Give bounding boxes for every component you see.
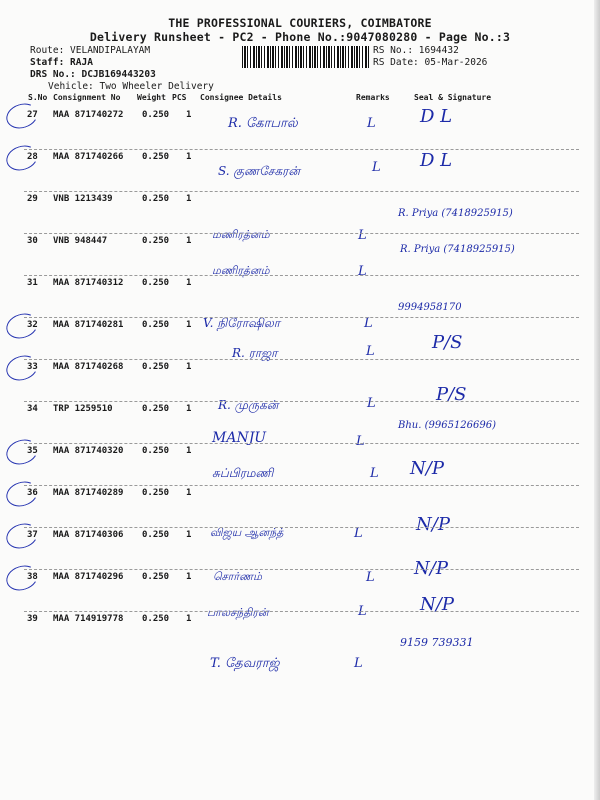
consignee-name-handwritten: சொர்ணம் — [213, 570, 262, 583]
col-consignment: Consignment No — [53, 93, 121, 102]
row-divider — [24, 485, 579, 486]
signature-handwritten: R. Priya (7418925915) — [398, 208, 513, 219]
signature-handwritten: N/P — [410, 458, 444, 479]
signature-handwritten: D L — [420, 106, 453, 127]
remark-mark: L — [372, 160, 381, 175]
consignment-number: MAA 871740296 — [53, 572, 124, 582]
remark-mark: L — [358, 604, 367, 619]
remark-mark: L — [366, 570, 375, 585]
remark-mark: L — [358, 264, 367, 279]
scan-edge — [594, 0, 600, 800]
weight-value: 0.250 — [142, 614, 170, 624]
pcs-value: 1 — [186, 404, 192, 414]
remark-mark: L — [358, 228, 367, 243]
signature-handwritten: R. Priya (7418925915) — [400, 244, 515, 255]
pcs-value: 1 — [186, 110, 192, 120]
col-pcs: PCS — [172, 93, 187, 102]
remark-mark: L — [366, 344, 375, 359]
row-divider — [24, 569, 579, 570]
weight-value: 0.250 — [142, 488, 170, 498]
row-divider — [24, 191, 579, 192]
serial-number: 37 — [27, 530, 38, 540]
consignee-name-handwritten: மணிரத்னம் — [212, 228, 270, 241]
consignment-number: MAA 871740312 — [53, 278, 124, 288]
pcs-value: 1 — [186, 362, 192, 372]
row-divider — [24, 233, 579, 234]
rs-date: RS Date: 05-Mar-2026 — [373, 57, 488, 68]
weight-value: 0.250 — [142, 236, 170, 246]
weight-value: 0.250 — [142, 572, 170, 582]
barcode-icon — [242, 46, 369, 68]
serial-number: 31 — [27, 278, 38, 288]
pcs-value: 1 — [186, 194, 192, 204]
remark-mark: L — [367, 116, 376, 131]
row-divider — [24, 317, 579, 318]
col-sno: S.No — [28, 93, 48, 102]
consignment-number: MAA 871740289 — [53, 488, 124, 498]
consignee-name-handwritten: R. கோபால் — [228, 116, 298, 131]
remark-mark: L — [367, 396, 376, 411]
col-consignee: Consignee Details — [200, 93, 282, 102]
row-divider — [24, 527, 579, 528]
row-divider — [24, 611, 579, 612]
weight-value: 0.250 — [142, 404, 170, 414]
serial-number: 34 — [27, 404, 38, 414]
signature-handwritten: P/S — [436, 384, 467, 405]
consignment-number: MAA 714919778 — [53, 614, 124, 624]
weight-value: 0.250 — [142, 362, 170, 372]
row-divider — [24, 149, 579, 150]
serial-number: 29 — [27, 194, 38, 204]
consignee-name-handwritten: R. ராஜா — [232, 346, 278, 360]
consignment-number: MAA 871740268 — [53, 362, 124, 372]
consignee-name-handwritten: V. நிரோஷிலா — [203, 316, 281, 330]
consignment-number: TRP 1259510 — [53, 404, 113, 414]
weight-value: 0.250 — [142, 530, 170, 540]
signature-handwritten: N/P — [420, 594, 454, 615]
col-remarks: Remarks — [356, 93, 390, 102]
remark-mark: L — [354, 526, 363, 541]
consignee-name-handwritten: R. முருகன் — [218, 398, 279, 412]
consignment-number: MAA 871740306 — [53, 530, 124, 540]
signature-handwritten: 9994958170 — [398, 302, 462, 313]
pcs-value: 1 — [186, 530, 192, 540]
row-divider — [24, 359, 579, 360]
signature-handwritten: N/P — [416, 514, 450, 535]
weight-value: 0.250 — [142, 110, 170, 120]
weight-value: 0.250 — [142, 320, 170, 330]
consignment-number: VNB 948447 — [53, 236, 108, 246]
serial-number: 38 — [27, 572, 38, 582]
consignment-number: MAA 871740272 — [53, 110, 124, 120]
consignee-name-handwritten: S. குணசேகரன் — [218, 164, 300, 178]
table-row — [0, 614, 600, 671]
serial-number: 39 — [27, 614, 38, 624]
signature-handwritten: P/S — [432, 332, 463, 353]
consignee-name-handwritten: மணிரத்னம் — [212, 264, 270, 277]
row-divider — [24, 443, 579, 444]
consignment-number: MAA 871740320 — [53, 446, 124, 456]
staff-label: Staff: RAJA — [30, 57, 93, 68]
serial-number: 30 — [27, 236, 38, 246]
pcs-value: 1 — [186, 278, 192, 288]
remark-mark: L — [370, 466, 379, 481]
row-divider — [24, 401, 579, 402]
serial-number: 36 — [27, 488, 38, 498]
serial-number: 33 — [27, 362, 38, 372]
serial-number: 28 — [27, 152, 38, 162]
consignment-number: MAA 871740266 — [53, 152, 124, 162]
pcs-value: 1 — [186, 152, 192, 162]
pcs-value: 1 — [186, 614, 192, 624]
remark-mark: L — [354, 656, 363, 671]
remark-mark: L — [364, 316, 373, 331]
consignee-name-handwritten: சுப்பிரமணி — [212, 466, 274, 480]
vehicle-label: Vehicle: Two Wheeler Delivery — [48, 81, 214, 92]
weight-value: 0.250 — [142, 278, 170, 288]
drs-number: DRS No.: DCJB169443203 — [30, 69, 156, 80]
table-row — [0, 106, 600, 152]
row-divider — [24, 275, 579, 276]
col-seal-signature: Seal & Signature — [414, 93, 492, 102]
serial-number: 27 — [27, 110, 38, 120]
signature-handwritten: N/P — [414, 558, 448, 579]
pcs-value: 1 — [186, 446, 192, 456]
consignee-name-handwritten: T. தேவராஜ் — [210, 656, 280, 671]
runsheet-title: Delivery Runsheet - PC2 - Phone No.:9047080280 - Page No.:3 — [89, 30, 511, 44]
signature-handwritten: D L — [420, 150, 453, 171]
signature-handwritten: Bhu. (9965126696) — [398, 420, 497, 431]
table-row — [0, 404, 600, 449]
consignee-name-handwritten: பாலசந்திரன் — [207, 606, 269, 619]
consignment-number: MAA 871740281 — [53, 320, 124, 330]
weight-value: 0.250 — [142, 446, 170, 456]
signature-handwritten: 9159 739331 — [400, 636, 474, 649]
table-row — [0, 236, 600, 278]
serial-number: 32 — [27, 320, 38, 330]
weight-value: 0.250 — [142, 194, 170, 204]
weight-value: 0.250 — [142, 152, 170, 162]
pcs-value: 1 — [186, 572, 192, 582]
company-name: THE PROFESSIONAL COURIERS, COIMBATORE — [168, 16, 432, 30]
table-row — [0, 446, 600, 488]
serial-number: 35 — [27, 446, 38, 456]
route-label: Route: VELANDIPALAYAM — [30, 45, 151, 56]
col-weight: Weight — [137, 93, 166, 102]
consignee-name-handwritten: MANJU — [212, 430, 267, 446]
table-row — [0, 152, 600, 194]
consignee-name-handwritten: விஜய ஆனந்த் — [210, 526, 284, 539]
pcs-value: 1 — [186, 320, 192, 330]
consignment-number: VNB 1213439 — [53, 194, 113, 204]
table-row — [0, 320, 600, 362]
pcs-value: 1 — [186, 488, 192, 498]
pcs-value: 1 — [186, 236, 192, 246]
remark-mark: L — [356, 434, 365, 449]
rs-number: RS No.: 1694432 — [373, 45, 459, 56]
